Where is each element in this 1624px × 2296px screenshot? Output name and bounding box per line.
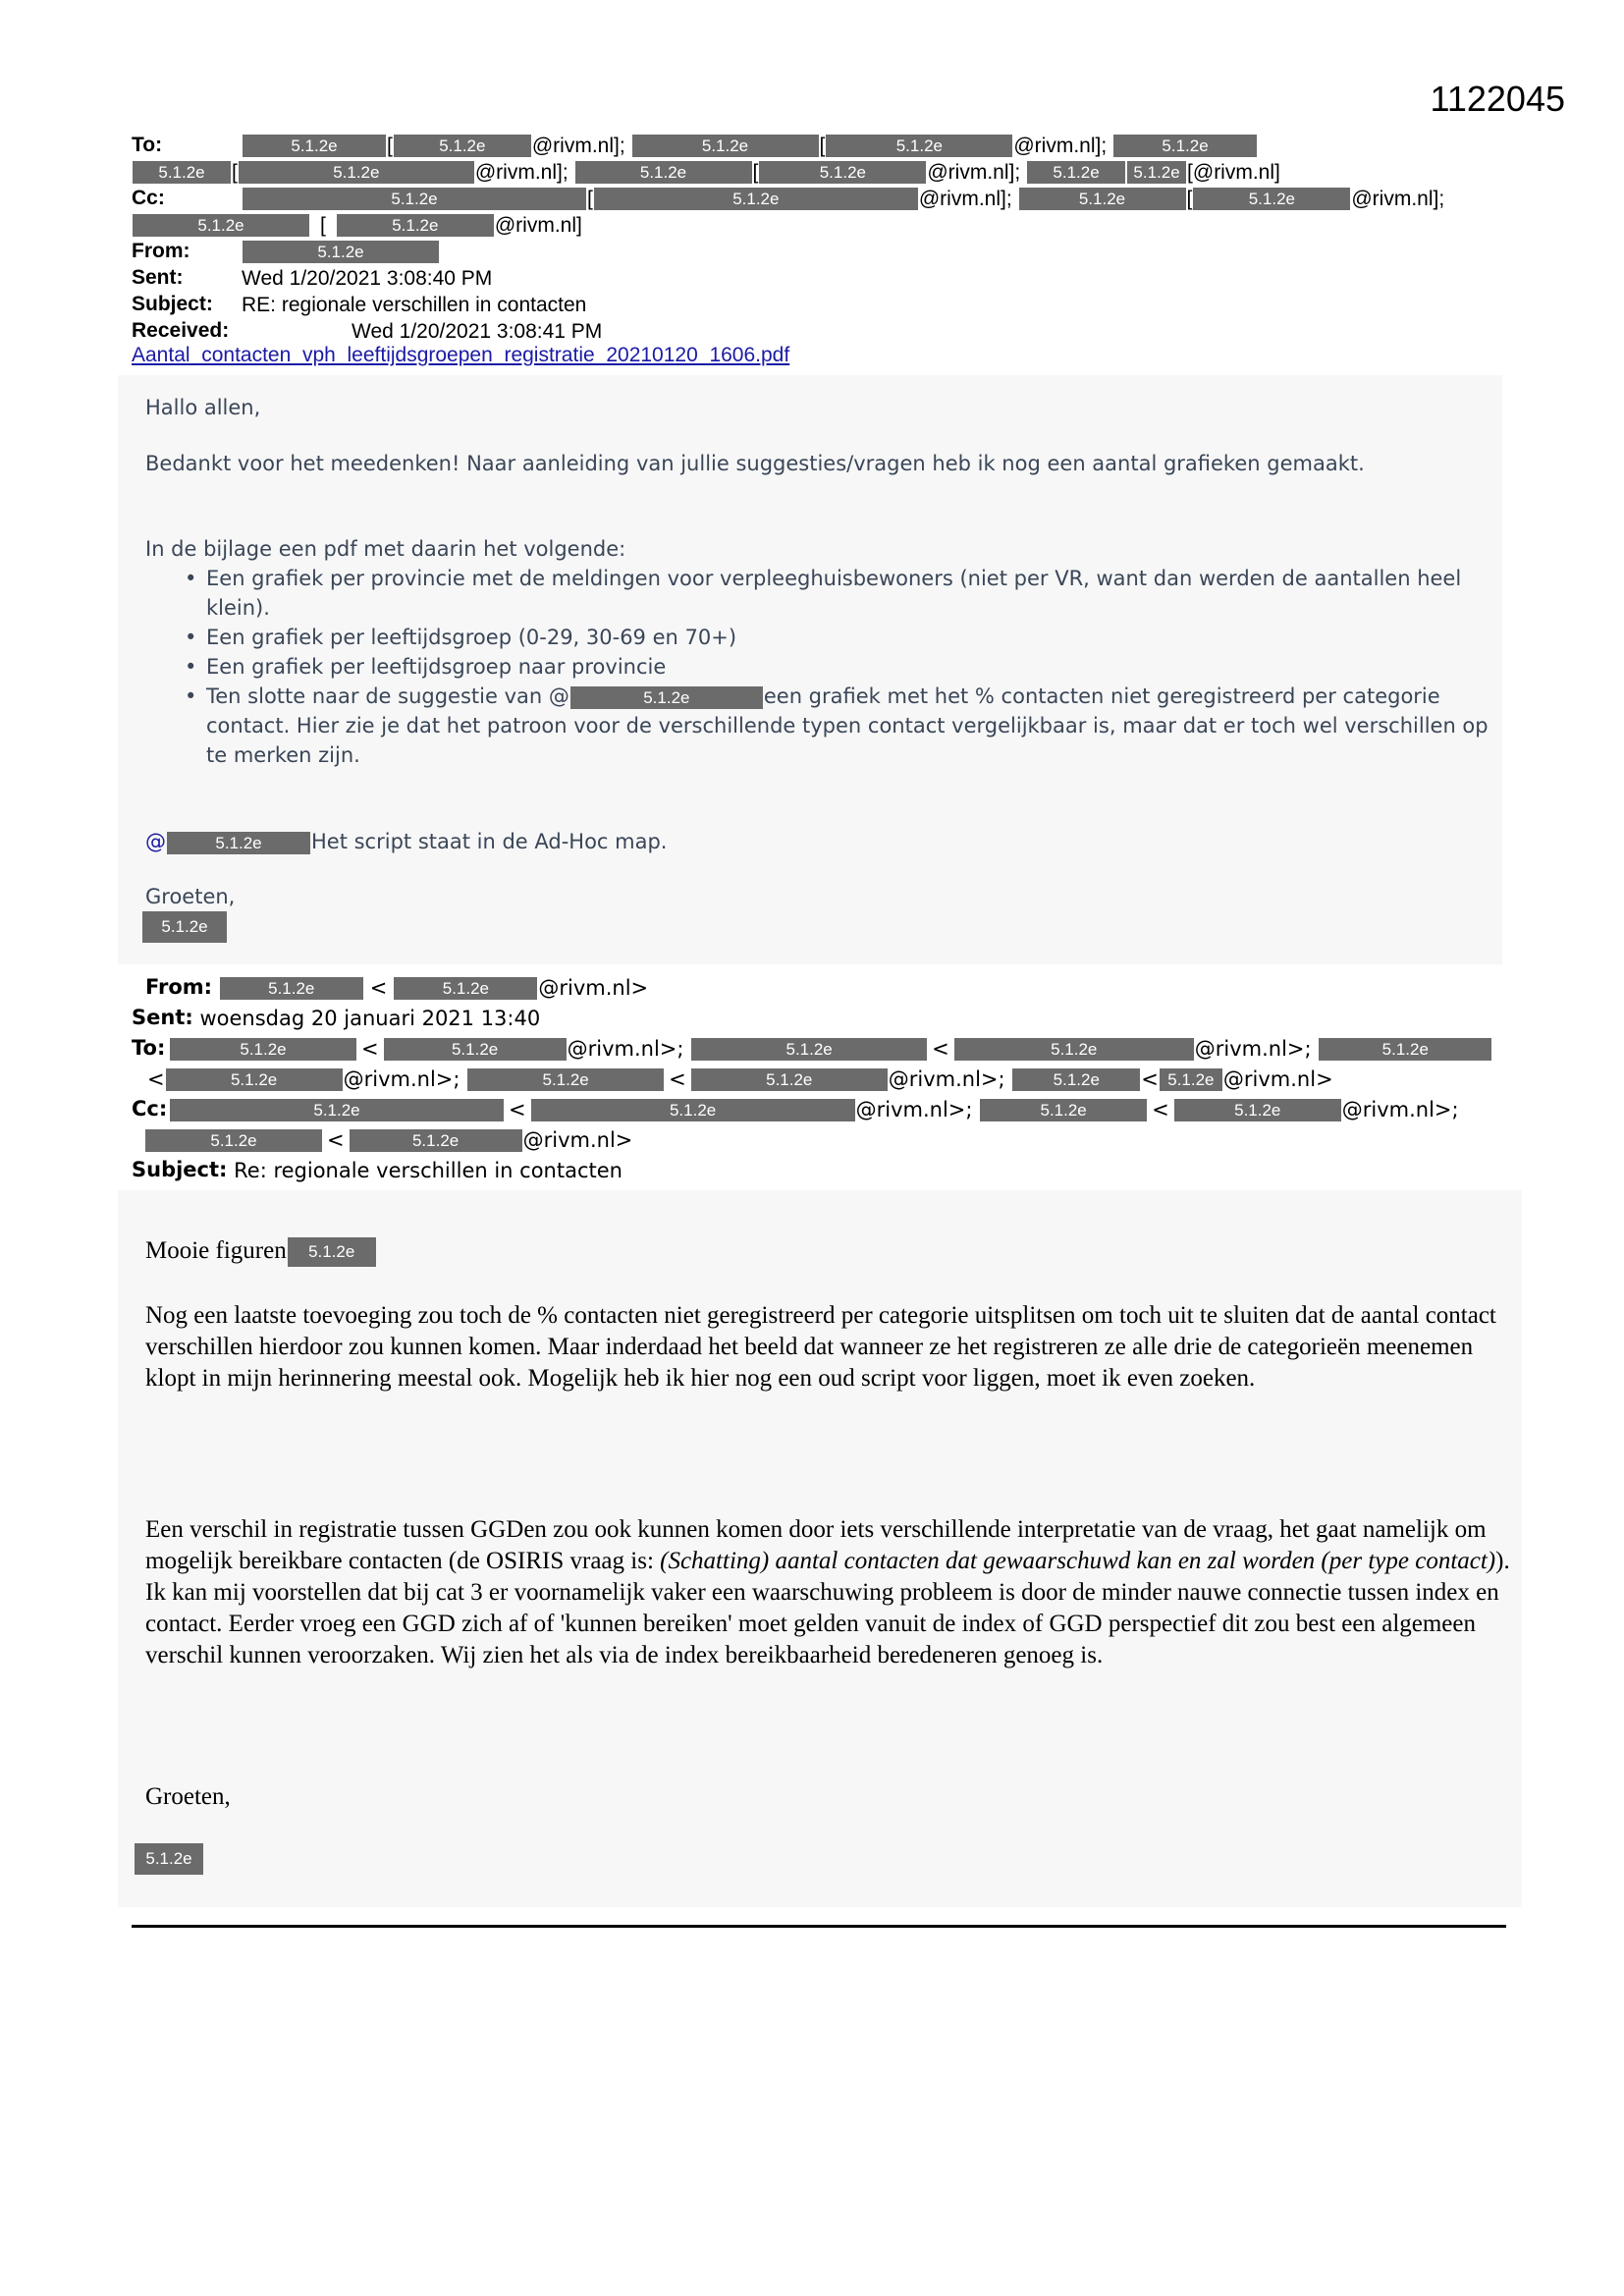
fwd-subject-value: Re: regionale verschillen in contacten [234, 1158, 623, 1182]
received-line [132, 317, 1506, 344]
redaction: 5.1.2e [1160, 1068, 1222, 1091]
sent-line [132, 264, 1506, 291]
bracket: [ [752, 160, 759, 184]
redaction: 5.1.2e [575, 161, 752, 184]
redaction: 5.1.2e [826, 135, 1012, 157]
redaction: 5.1.2e [350, 1129, 522, 1152]
recipient-domain: @rivm.nl>; [888, 1066, 1005, 1091]
bracket: [ [587, 187, 593, 210]
bracket: [ [1187, 160, 1193, 184]
recipient-domain: @rivm.nl] [1192, 160, 1280, 184]
para2-italic: (Schatting) aantal contacten dat gewaarschuwd kan en zal worden (per type contact) [660, 1548, 1496, 1574]
cc-line-cont [132, 211, 1506, 238]
redaction: 5.1.2e [594, 188, 918, 210]
sent-value: Wed 1/20/2021 3:08:40 PM [242, 266, 493, 290]
redaction: 5.1.2e [243, 241, 439, 263]
paragraph: Nog een laatste toevoeging zou toch de % contacten niet geregistreerd per categorie uitsplitsen om toch uit te sluiten dat de aantal contact verschillen hierdoor zou kunnen komen. Maar inderdaad het beeld dat wanneer ze het registreren ze alle drie de categorieën meenemen klopt in mijn herinnering meestal ook. Mogelijk heb ik hier nog een oud script voor liggen, moet ik even zoeken. [145, 1302, 1496, 1392]
received-label: Received: [132, 319, 230, 342]
para2-b: ). Ik kan mij voorstellen dat bij cat 3 er voornamelijk vaker een waarschuwing probleem is door de minder nauwe connectie tussen index en contact. Eerder vroeg een GGD zich af of 'kunnen bereiken' moet gelden vanuit de index of GGD perspectief dit zou best een algemeen verschil kunnen veroorzaken. Wij zien het als via de index bereikbaarheid beredeneren genoeg is. [145, 1548, 1510, 1668]
greeting: Hallo allen, [145, 396, 261, 419]
document-id: 1122045 [1430, 79, 1565, 119]
message-body-2 [118, 1190, 1522, 1907]
closing: Groeten, [145, 885, 236, 908]
bracket: [ [819, 134, 826, 157]
redaction: 5.1.2e [570, 686, 763, 709]
lt: < [509, 1097, 526, 1121]
bullet4-text: een grafiek met het % contacten niet geregistreerd per categorie contact. Hier zie je dat het patroon voor de verschillende typen contact vergelijkbaar is, maar dat er toch wel verschillen op te merken zijn. [206, 684, 1489, 767]
intro-line: In de bijlage een pdf met daarin het volgende: [145, 537, 626, 561]
signature-line [141, 911, 1487, 943]
redaction: 5.1.2e [632, 135, 819, 157]
paragraph: Bedankt voor het meedenken! Naar aanleiding van jullie suggesties/vragen heb ik nog een aantal grafieken gemaakt. [145, 452, 1365, 475]
script-note: Het script staat in de Ad-Hoc map. [311, 830, 668, 853]
fwd-sent-line [132, 1003, 1492, 1033]
signature-line [134, 1842, 1508, 1875]
bracket: [ [1186, 187, 1193, 210]
list-item: • Een grafiek per provincie met de meldingen voor verpleeghuisbewoners (niet per VR, want dan werden de aantallen heel klein). [185, 564, 1490, 623]
recipient-domain: @rivm.nl] [494, 213, 582, 237]
redaction: 5.1.2e [384, 1038, 567, 1061]
to-line-cont [132, 158, 1506, 185]
redaction: 5.1.2e [759, 161, 926, 184]
redaction: 5.1.2e [243, 188, 586, 210]
sent-label: Sent: [132, 266, 184, 289]
list-item: • Een grafiek per leeftijdsgroep naar provincie [185, 652, 1490, 682]
list-item: • Een grafiek per leeftijdsgroep (0-29, 30-69 en 70+) [185, 623, 1490, 652]
recipient-domain: @rivm.nl]; [474, 160, 568, 184]
recipient-domain: @rivm.nl>; [855, 1097, 973, 1121]
redaction: 5.1.2e [142, 911, 227, 943]
recipient-domain: @rivm.nl]; [918, 187, 1012, 210]
forwarded-header [132, 972, 1492, 1185]
redaction: 5.1.2e [170, 1038, 356, 1061]
recipient-domain: @rivm.nl]; [927, 160, 1021, 184]
recipient-domain: @rivm.nl>; [1341, 1097, 1459, 1121]
redaction: 5.1.2e [135, 1843, 203, 1875]
cc-line [132, 185, 1506, 211]
closing: Groeten, [145, 1783, 231, 1810]
from-label: From: [132, 240, 190, 262]
redaction: 5.1.2e [243, 135, 386, 157]
redaction: 5.1.2e [1027, 161, 1125, 184]
recipient-domain: @rivm.nl>; [1194, 1036, 1312, 1061]
fwd-to-line-cont [132, 1064, 1492, 1094]
fwd-sent-label: Sent: [132, 1006, 193, 1029]
lt: < [1152, 1097, 1169, 1121]
fwd-sent-value: woensdag 20 januari 2021 13:40 [199, 1006, 541, 1030]
subject-line [132, 291, 1506, 317]
sender-domain: @rivm.nl> [538, 975, 649, 1000]
fwd-from-line [132, 972, 1492, 1003]
redaction: 5.1.2e [170, 1099, 504, 1121]
recipient-domain: @rivm.nl]; [1013, 134, 1108, 157]
divider [132, 1925, 1506, 1928]
redaction: 5.1.2e [166, 1068, 343, 1091]
list-item [185, 682, 1490, 770]
para2-a: Een verschil in registratie tussen GGDen zou ook kunnen komen door iets verschillende interpretatie van de vraag, het gaat namelijk om mogelijk bereikbare contacten (de OSIRIS vraag is: [145, 1516, 1487, 1574]
email-header [132, 132, 1506, 344]
bullet4-prefix: Ten slotte naar de suggestie van @ [206, 684, 569, 708]
redaction: 5.1.2e [133, 161, 231, 184]
redaction: 5.1.2e [467, 1068, 664, 1091]
bracket: [ [232, 160, 238, 184]
attachment-link[interactable]: Aantal_contacten_vph_leeftijdsgroepen_registratie_20210120_1606.pdf [132, 344, 790, 366]
received-value: Wed 1/20/2021 3:08:41 PM [352, 319, 603, 343]
lt: < [369, 975, 388, 1000]
mention-at: @ [145, 830, 166, 853]
redaction: 5.1.2e [1012, 1068, 1140, 1091]
bracket: [ [387, 134, 393, 157]
lt: < [147, 1066, 165, 1091]
redaction: 5.1.2e [1113, 135, 1257, 157]
paragraph [145, 1514, 1520, 1671]
fwd-to-line [132, 1033, 1492, 1064]
redaction: 5.1.2e [1127, 161, 1186, 184]
redaction: 5.1.2e [145, 1129, 322, 1152]
subject-label: Subject: [132, 293, 213, 315]
redaction: 5.1.2e [133, 214, 309, 237]
redaction: 5.1.2e [288, 1237, 376, 1267]
redaction: 5.1.2e [337, 214, 494, 237]
fwd-subject-label: Subject: [132, 1158, 228, 1181]
bracket: [ [320, 213, 326, 237]
redaction: 5.1.2e [980, 1099, 1147, 1121]
redaction: 5.1.2e [394, 977, 537, 1000]
recipient-domain: @rivm.nl>; [567, 1036, 684, 1061]
recipient-domain: @rivm.nl> [1222, 1066, 1333, 1091]
redaction: 5.1.2e [1019, 188, 1186, 210]
cc-label: Cc: [132, 187, 165, 209]
lt: < [1141, 1066, 1159, 1091]
fwd-to-label: To: [132, 1036, 166, 1060]
fwd-from-label: From: [145, 975, 213, 999]
fwd-cc-line [132, 1094, 1492, 1124]
opener: Mooie figuren [145, 1237, 287, 1264]
redaction: 5.1.2e [1174, 1099, 1341, 1121]
redaction: 5.1.2e [220, 977, 363, 1000]
redaction: 5.1.2e [239, 161, 474, 184]
redaction: 5.1.2e [691, 1038, 927, 1061]
message-body-1 [118, 375, 1502, 964]
to-label: To: [132, 134, 163, 156]
recipient-domain: @rivm.nl> [522, 1127, 633, 1152]
redaction: 5.1.2e [167, 832, 310, 854]
redaction: 5.1.2e [531, 1099, 855, 1121]
fwd-cc-label: Cc: [132, 1097, 168, 1121]
to-line [132, 132, 1506, 158]
bullet-list [185, 564, 1490, 770]
from-line [132, 238, 1506, 264]
subject-value: RE: regionale verschillen in contacten [242, 293, 587, 316]
redaction: 5.1.2e [394, 135, 531, 157]
lt: < [932, 1036, 949, 1061]
fwd-subject-line [132, 1155, 1492, 1185]
redaction: 5.1.2e [1193, 188, 1350, 210]
recipient-domain: @rivm.nl]; [1351, 187, 1445, 210]
recipient-domain: @rivm.nl]; [531, 134, 625, 157]
redaction: 5.1.2e [1319, 1038, 1491, 1061]
lt: < [327, 1127, 345, 1152]
redaction: 5.1.2e [691, 1068, 888, 1091]
fwd-cc-line-cont [132, 1124, 1492, 1155]
redaction: 5.1.2e [954, 1038, 1194, 1061]
opener-line [145, 1235, 1520, 1267]
script-note-line [145, 827, 1490, 856]
recipient-domain: @rivm.nl>; [343, 1066, 460, 1091]
lt: < [361, 1036, 379, 1061]
lt: < [669, 1066, 686, 1091]
